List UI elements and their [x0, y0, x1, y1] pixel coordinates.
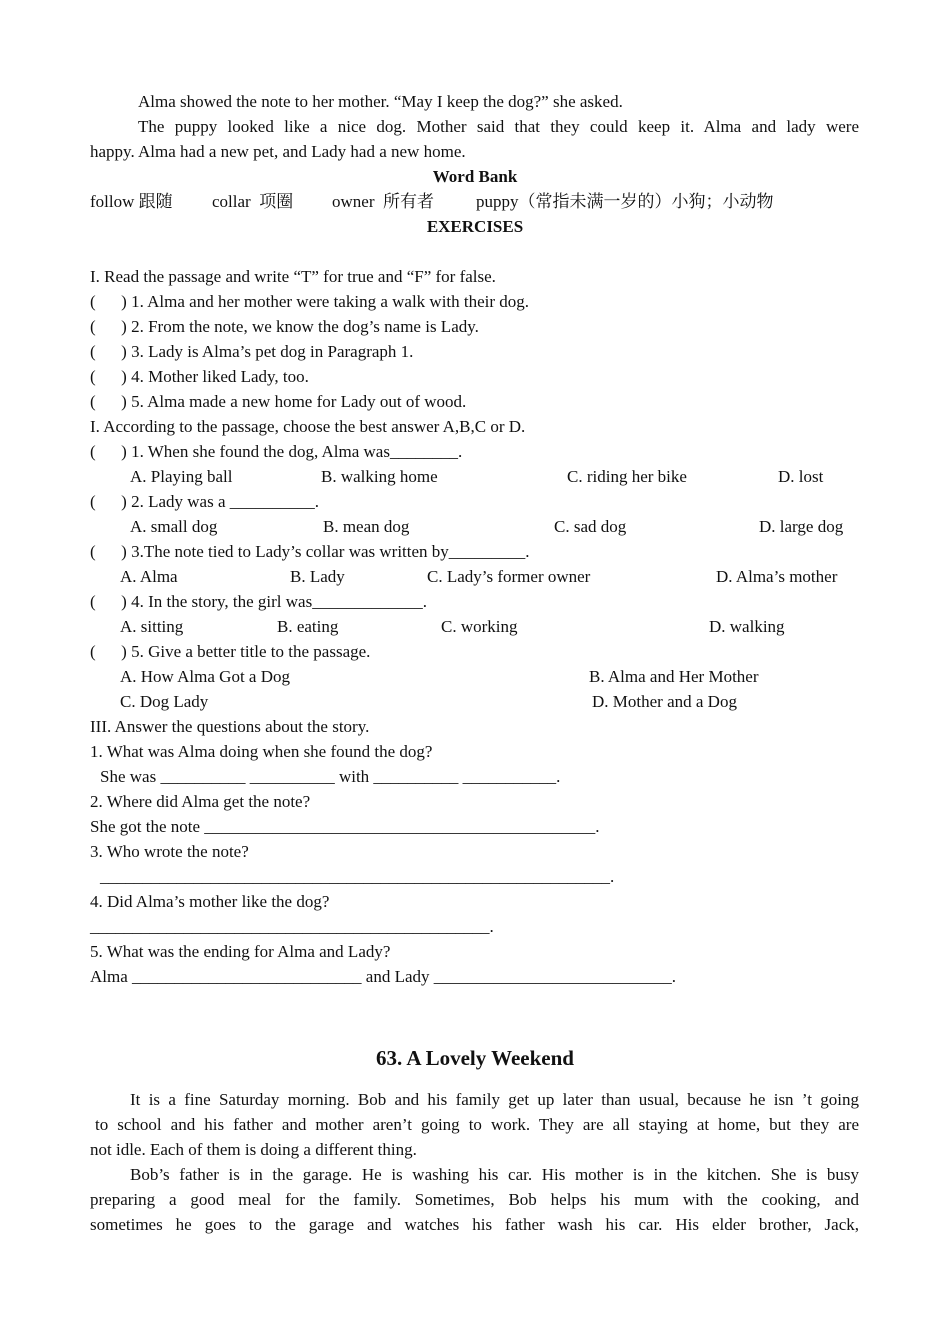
part1-heading: I. Read the passage and write “T” for true and “F” for false.: [90, 267, 496, 286]
story-paragraph-1-line-3: not idle. Each of them is doing a different thing.: [90, 1140, 417, 1159]
part2-q2-option-b: B. mean dog: [323, 517, 410, 536]
part3-answer-2: She got the note ______________________________________________.: [90, 817, 600, 836]
part2-heading: I. According to the passage, choose the best answer A,B,C or D.: [90, 417, 526, 436]
word-bank-item-owner: owner 所有者: [332, 192, 434, 211]
part1-item-4: ( ) 4. Mother liked Lady, too.: [90, 367, 309, 386]
story-paragraph-1-line-2: to school and his father and mother aren’t going to work. They are all staying at home, but they are: [95, 1115, 859, 1134]
part2-q3-option-d: D. Alma’s mother: [716, 567, 838, 586]
story-paragraph-2-line-3: sometimes he goes to the garage and watches his father wash his car. His elder brother, Jack,: [90, 1215, 859, 1234]
part2-q3-stem: ( ) 3.The note tied to Lady’s collar was written by_________.: [90, 542, 530, 561]
part2-q5-option-d: D. Mother and a Dog: [592, 692, 737, 711]
part1-item-5: ( ) 5. Alma made a new home for Lady out of wood.: [90, 392, 467, 411]
part2-q4-stem: ( ) 4. In the story, the girl was_____________.: [90, 592, 427, 611]
part2-q3-option-a: A. Alma: [120, 567, 178, 586]
part1-item-1: ( ) 1. Alma and her mother were taking a walk with their dog.: [90, 292, 530, 311]
part2-q3-option-b: B. Lady: [290, 567, 345, 586]
part2-q5-stem: ( ) 5. Give a better title to the passage.: [90, 642, 371, 661]
part2-q2-option-d: D. large dog: [759, 517, 844, 536]
part3-question-4: 4. Did Alma’s mother like the dog?: [90, 892, 330, 911]
part2-q2-option-c: C. sad dog: [554, 517, 627, 536]
part3-question-1: 1. What was Alma doing when she found the dog?: [90, 742, 433, 761]
story-paragraph-1: Alma showed the note to her mother. “May I keep the dog?” she asked.: [138, 92, 623, 111]
word-bank-item-collar: collar 项圈: [212, 192, 294, 211]
part2-q4-option-c: C. working: [441, 617, 518, 636]
exercises-title: EXERCISES: [426, 217, 524, 236]
word-bank-title: Word Bank: [432, 167, 518, 186]
story-paragraph-1-line-1: It is a fine Saturday morning. Bob and his family get up later than usual, because he isn ’t going: [130, 1090, 859, 1109]
word-bank-item-puppy: puppy（常指未满一岁的）小狗；小动物: [476, 192, 774, 211]
part2-q1-option-c: C. riding her bike: [567, 467, 687, 486]
part3-question-2: 2. Where did Alma get the note?: [90, 792, 311, 811]
part2-q1-option-a: A. Playing ball: [130, 467, 233, 486]
part2-q5-option-b: B. Alma and Her Mother: [589, 667, 759, 686]
story-paragraph-2-line-2: preparing a good meal for the family. Sometimes, Bob helps his mum with the cooking, and: [90, 1190, 859, 1209]
part3-answer-4: _______________________________________________.: [90, 917, 494, 936]
part2-q5-option-c: C. Dog Lady: [120, 692, 209, 711]
part2-q3-option-c: C. Lady’s former owner: [427, 567, 591, 586]
part3-answer-5: Alma ___________________________ and Lady ____________________________.: [90, 967, 676, 986]
part2-q1-stem: ( ) 1. When she found the dog, Alma was________.: [90, 442, 463, 461]
part3-answer-1: She was __________ __________ with __________ ___________.: [100, 767, 561, 786]
part2-q2-stem: ( ) 2. Lady was a __________.: [90, 492, 319, 511]
part2-q5-option-a: A. How Alma Got a Dog: [120, 667, 290, 686]
story-title: 63. A Lovely Weekend: [376, 1046, 574, 1070]
part3-question-3: 3. Who wrote the note?: [90, 842, 249, 861]
part3-heading: III. Answer the questions about the story.: [90, 717, 370, 736]
part3-answer-3: ____________________________________________________________.: [100, 867, 615, 886]
story-paragraph-2-line-2: happy. Alma had a new pet, and Lady had a new home.: [90, 142, 466, 161]
story-paragraph-2-line-1: The puppy looked like a nice dog. Mother said that they could keep it. Alma and lady were: [138, 117, 859, 136]
part2-q4-option-a: A. sitting: [120, 617, 184, 636]
part1-item-2: ( ) 2. From the note, we know the dog’s name is Lady.: [90, 317, 479, 336]
part2-q4-option-b: B. eating: [277, 617, 339, 636]
part2-q4-option-d: D. walking: [709, 617, 785, 636]
part3-question-5: 5. What was the ending for Alma and Lady?: [90, 942, 391, 961]
story-paragraph-2-line-1: Bob’s father is in the garage. He is washing his car. His mother is in the kitchen. She is busy: [130, 1165, 859, 1184]
part2-q1-option-b: B. walking home: [321, 467, 438, 486]
part2-q2-option-a: A. small dog: [130, 517, 218, 536]
part1-item-3: ( ) 3. Lady is Alma’s pet dog in Paragraph 1.: [90, 342, 414, 361]
word-bank-item-follow: follow 跟随: [90, 192, 173, 211]
part2-q1-option-d: D. lost: [778, 467, 824, 486]
